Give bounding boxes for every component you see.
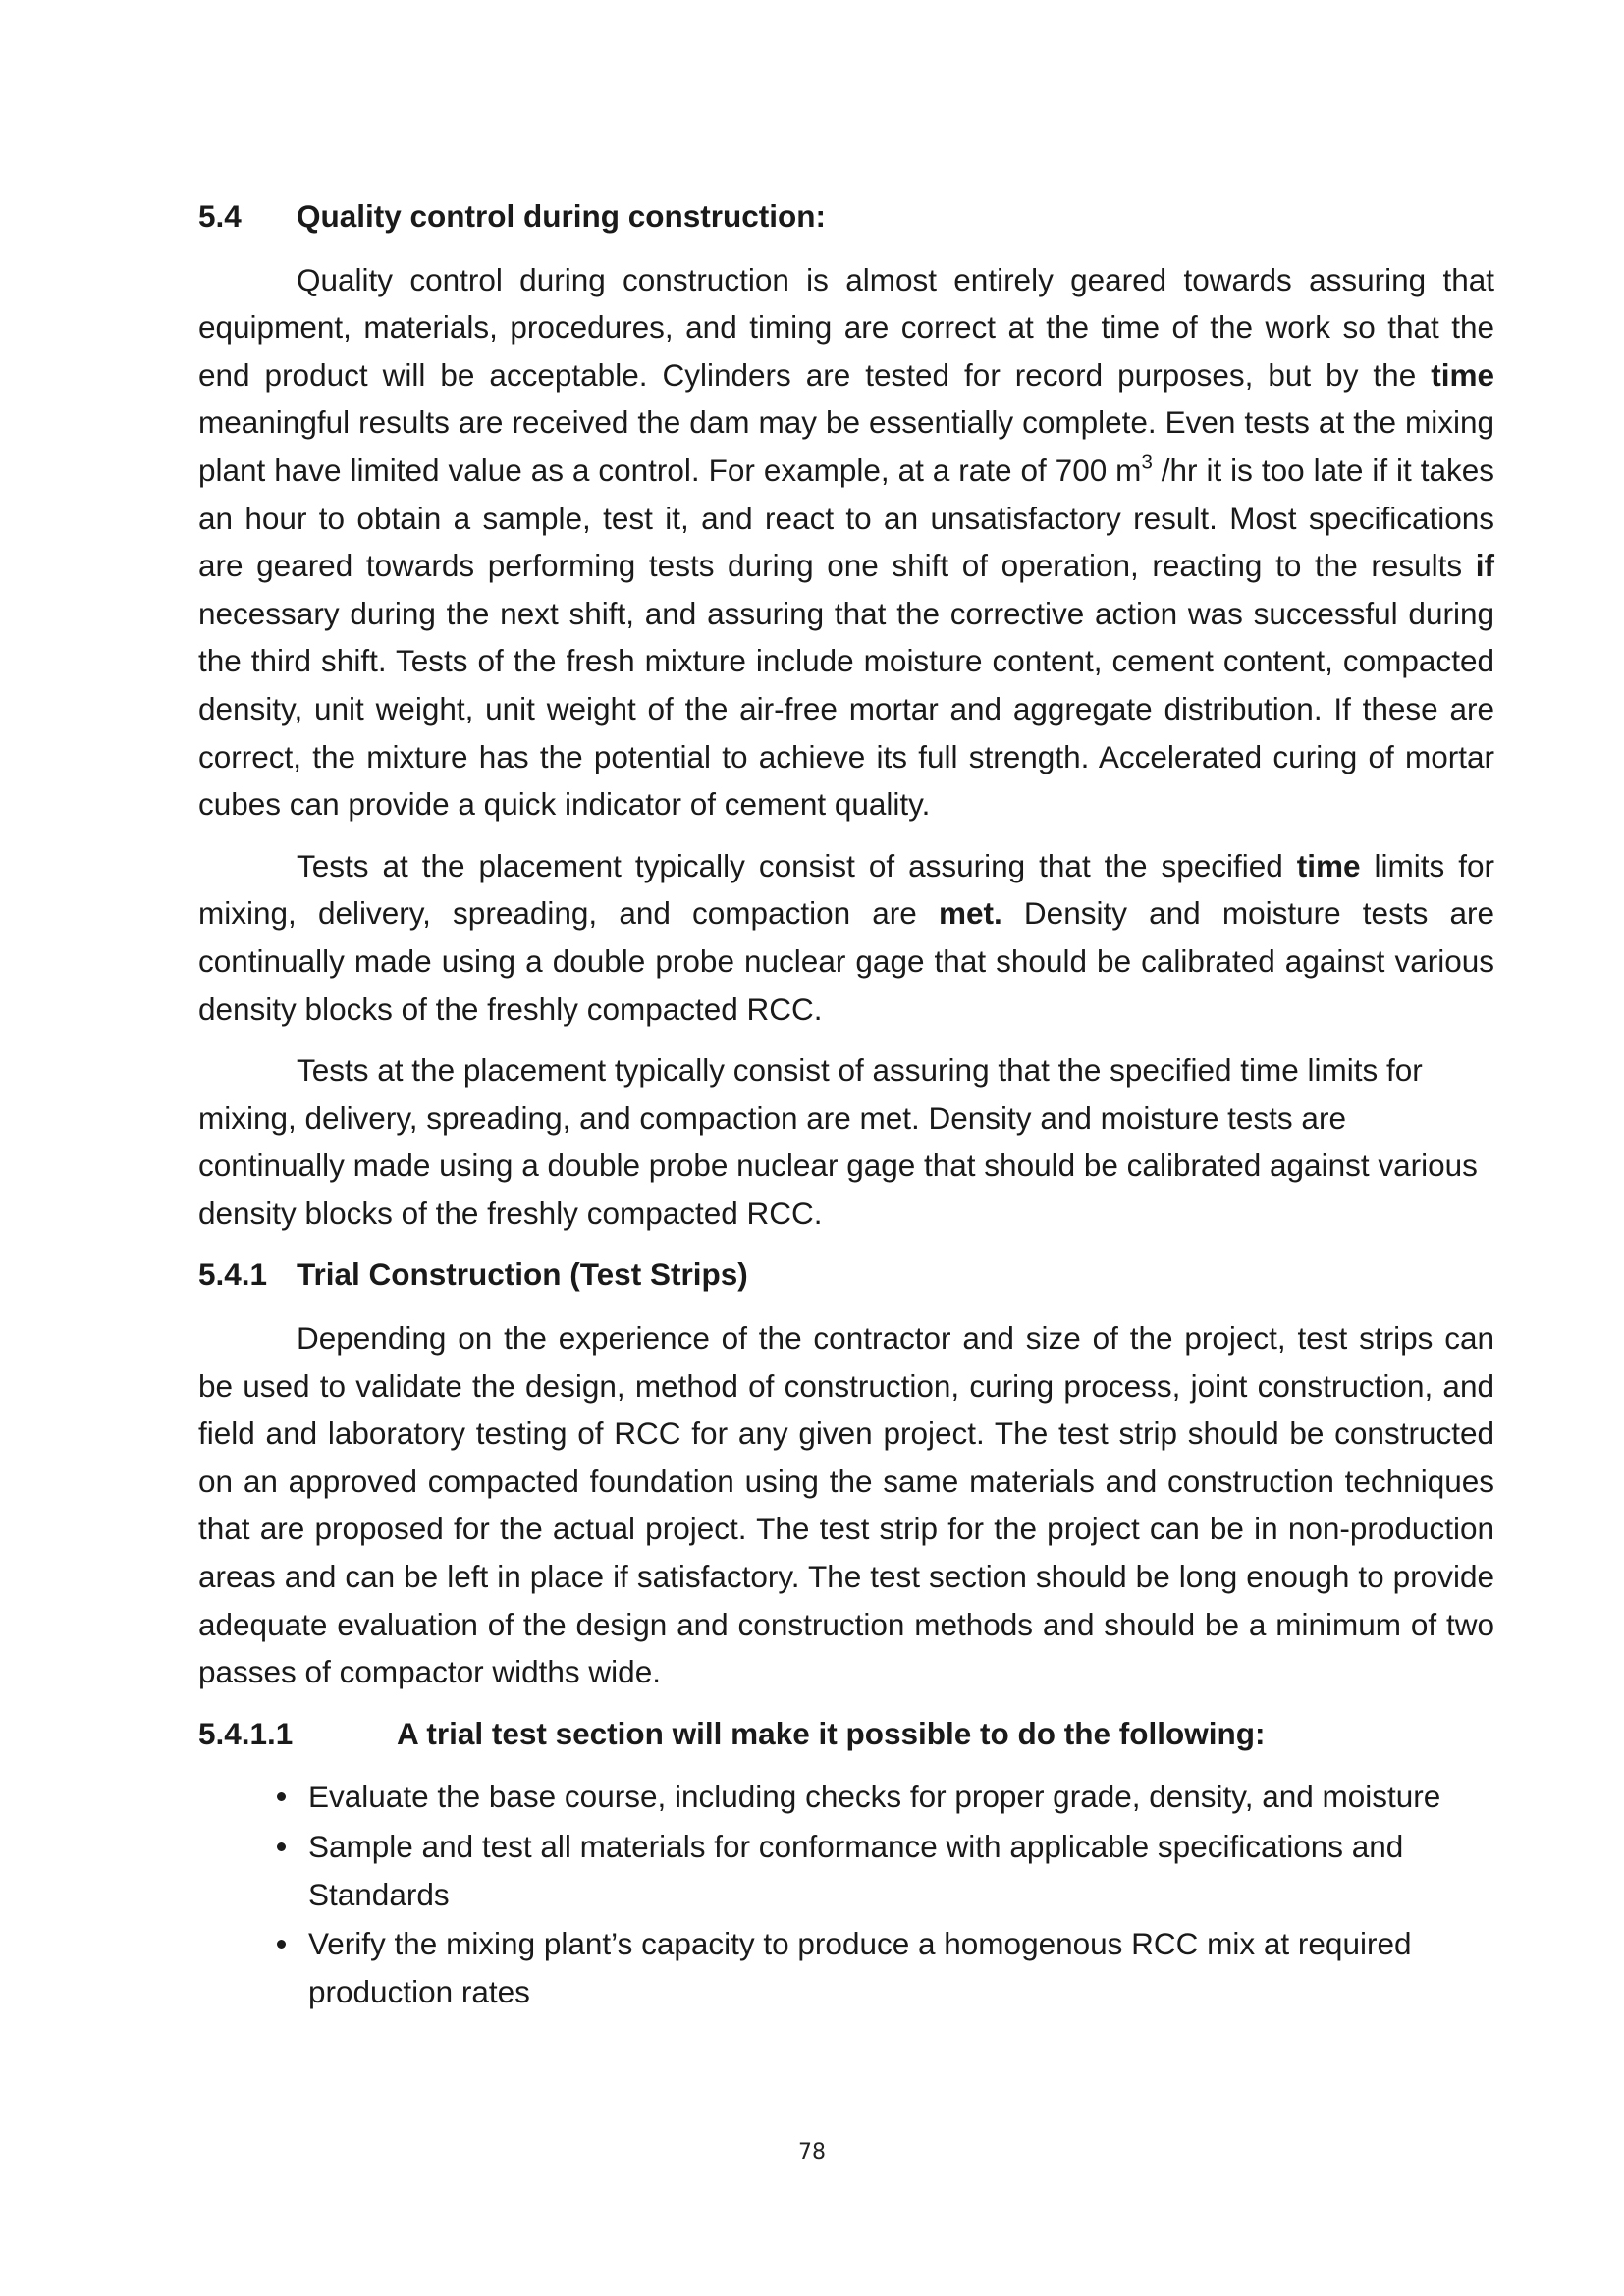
bullet-list [198, 1773, 1494, 2015]
superscript: 3 [1141, 451, 1153, 474]
section-heading-5-4-1-1 [198, 1710, 1494, 1758]
section-title: Quality control during construction: [297, 198, 826, 234]
list-item [198, 1920, 1494, 2015]
section-number: 5.4.1 [198, 1256, 268, 1293]
section-number: 5.4 [198, 198, 242, 234]
text-run: Density and moisture tests are continually made using a double probe nuclear gage that should be calibrated against various density blocks of the freshly compacted RCC. [198, 895, 1495, 1027]
paragraph [198, 842, 1494, 1033]
paragraph: Tests at the placement typically consist of assuring that the specified time limits for mixing, delivery, spreading, and compaction are met. Density and moisture tests are continually made using a double probe nuclear gage that should be calibrated against various density blocks of the freshly compacted RCC. [198, 1052, 1478, 1231]
bold-text: met. [938, 895, 1002, 932]
text-run: limits for mixing, delivery, spreading, and compaction are [198, 847, 1495, 932]
text-run: necessary during the next shift, and assuring that the corrective action was successful during the third shift. Tests of the fresh mixture include moisture content, cement content, compacted density, unit weight, unit weight of the air-free mortar and aggregate distribution. If these are correct, the mixture has the potential to achieve its full strength. Accelerated curing of mortar cubes can provide a quick indicator of cement quality. [198, 595, 1494, 823]
text-run: meaningful results are received the dam may be essentially complete. Even tests at the mixing plant have limited value as a control. For example, at a rate of 700 m [198, 404, 1494, 488]
list-item [198, 1773, 1494, 1821]
section-title: A trial test section will make it possible to do the following: [397, 1715, 1266, 1751]
bold-text: time [1296, 847, 1361, 883]
section-title: Trial Construction (Test Strips) [297, 1256, 748, 1293]
section-heading-5-4-1 [198, 1251, 1494, 1299]
bold-text: if [1475, 548, 1494, 584]
section-heading-5-4 [198, 192, 1494, 240]
paragraph: Depending on the experience of the contractor and size of the project, test strips can be used to validate the design, method of construction, curing process, joint construction, and field and laboratory testing of RCC for any given project. The test strip should be constructed on an approved compacted foundation using the same materials and construction techniques that are proposed for the actual project. The test strip for the project can be in non-production areas and can be left in place if satisfactory. The test section should be long enough to provide adequate evaluation of the design and construction methods and should be a minimum of two passes of compactor widths wide. [198, 1320, 1494, 1690]
bold-text: time [1431, 356, 1494, 393]
text-run: Tests at the placement typically consist of assuring that the specified [297, 847, 1297, 883]
list-item-text: Sample and test all materials for conformance with applicable specifications and Standards [308, 1829, 1404, 1912]
text-run: Quality control during construction is almost entirely geared towards assuring that equipment, materials, procedures, and timing are correct at the time of the work so that the end product will be acceptable. Cylinders are tested for record purposes, but by the [198, 261, 1494, 393]
page-content [198, 192, 1494, 2017]
section-number: 5.4.1.1 [198, 1715, 294, 1751]
bullet-icon [277, 1842, 286, 1851]
list-item-text: Verify the mixing plant’s capacity to produce a homogenous RCC mix at required production rates [308, 1926, 1412, 2009]
list-item-text: Evaluate the base course, including checks for proper grade, density, and moisture [308, 1779, 1441, 1815]
bullet-icon [277, 1940, 286, 1949]
paragraph [198, 256, 1494, 828]
page-number: 78 [798, 2140, 826, 2164]
bullet-icon [277, 1792, 286, 1801]
list-item [198, 1823, 1494, 1918]
text-run: /hr it is too late if it takes an hour to obtain a sample, test it, and react to an unsatisfactory result. Most specifications are geared towards performing tests during one shift of operation, reacting to the results [198, 452, 1494, 584]
